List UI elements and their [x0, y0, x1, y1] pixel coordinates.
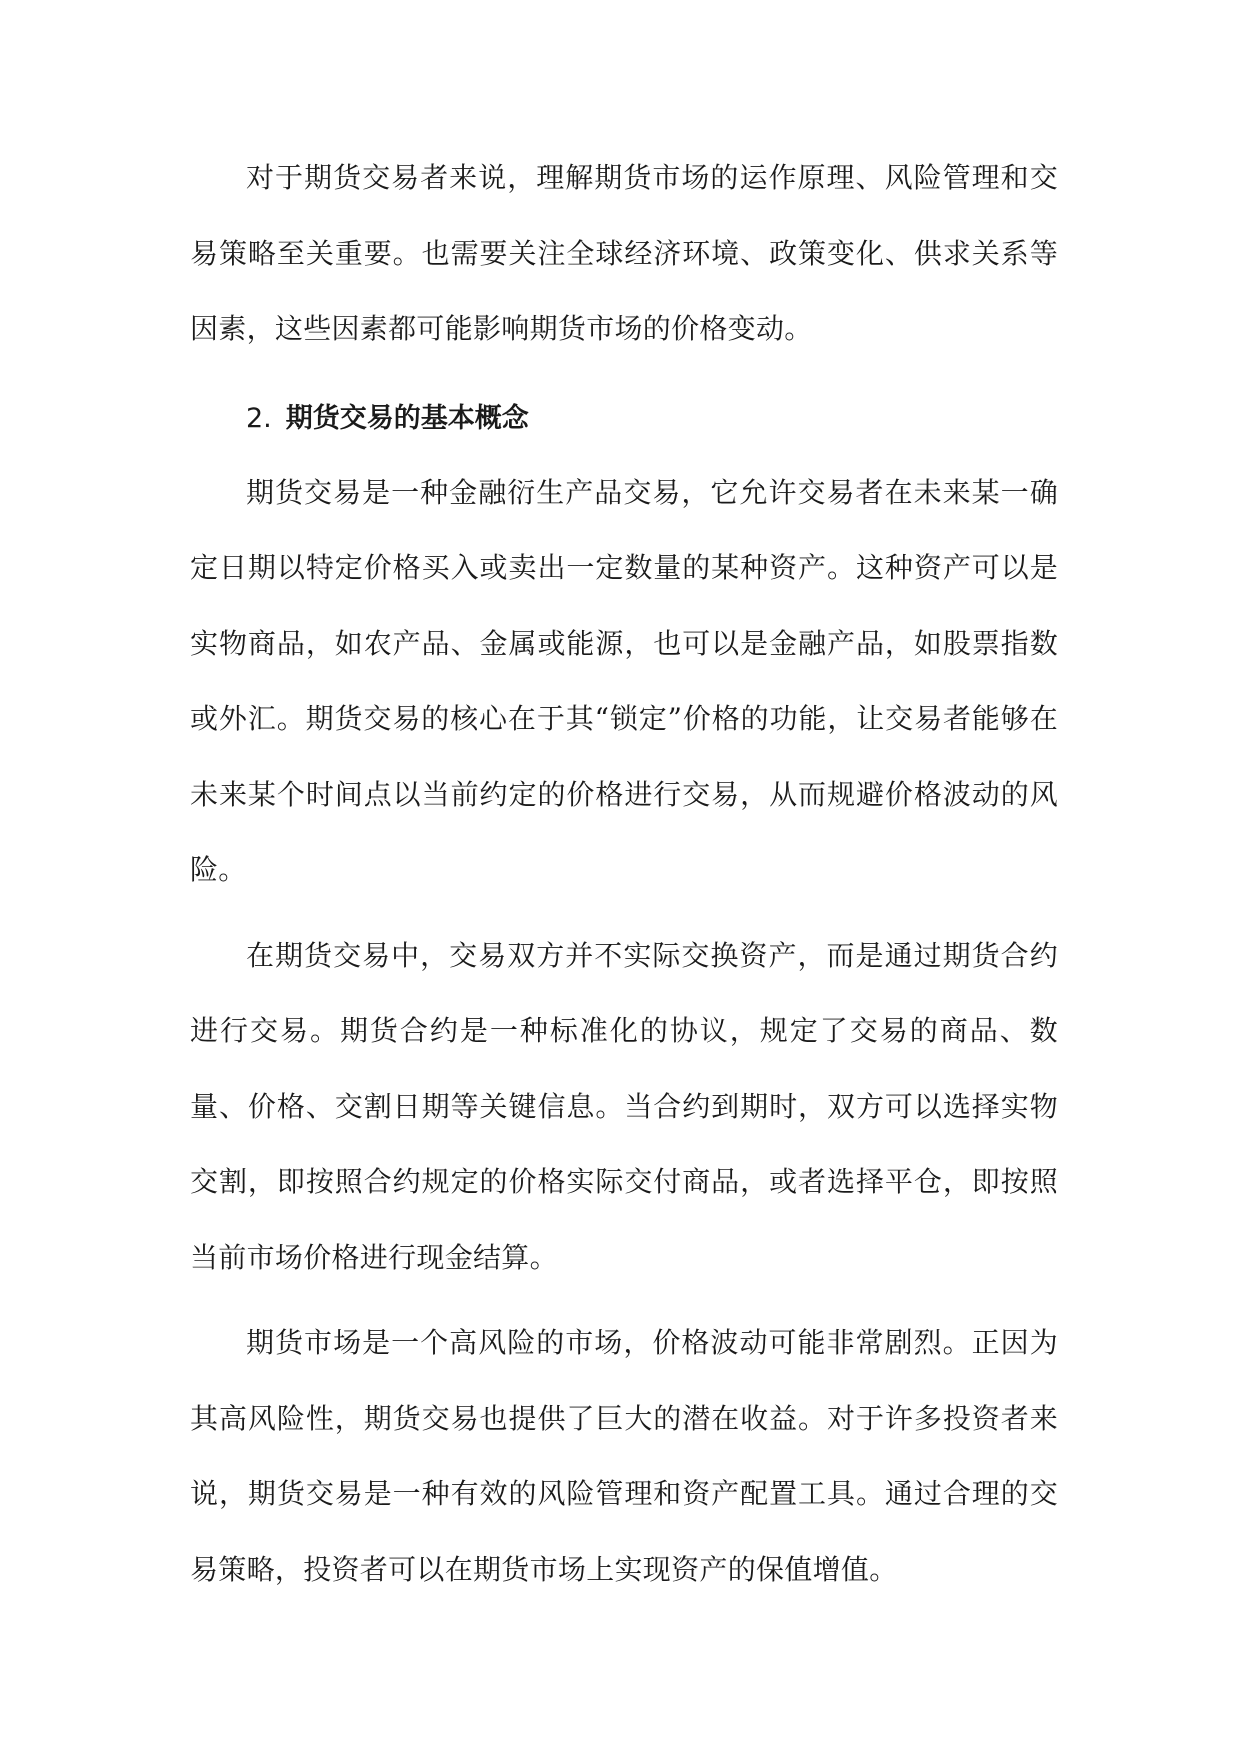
document-body	[190, 140, 1058, 1607]
section-heading	[190, 383, 1058, 455]
body-paragraph-1: 期货交易是一种金融衍生产品交易，它允许交易者在未来某一确定日期以特定价格买入或卖出一定数量的某种资产。这种资产可以是实物商品，如农产品、金属或能源，也可以是金融产品，如股票指数或外汇。期货交易的核心在于其“锁定”价格的功能，让交易者能够在未来某个时间点以当前约定的价格进行交易，从而规避价格波动的风险。	[190, 475, 1058, 886]
intro-paragraph: 对于期货交易者来说，理解期货市场的运作原理、风险管理和交易策略至关重要。也需要关注全球经济环境、政策变化、供求关系等因素，这些因素都可能影响期货市场的价格变动。	[190, 161, 1058, 345]
section-number: 2.	[246, 402, 272, 434]
body-paragraph-3: 期货市场是一个高风险的市场，价格波动可能非常剧烈。正因为其高风险性，期货交易也提供了巨大的潜在收益。对于许多投资者来说，期货交易是一种有效的风险管理和资产配置工具。通过合理的交易策略，投资者可以在期货市场上实现资产的保值增值。	[190, 1326, 1058, 1586]
section-title: 期货交易的基本概念	[285, 402, 529, 434]
body-paragraph-2: 在期货交易中，交易双方并不实际交换资产，而是通过期货合约进行交易。期货合约是一种标准化的协议，规定了交易的商品、数量、价格、交割日期等关键信息。当合约到期时，双方可以选择实物交割，即按照合约规定的价格实际交付商品，或者选择平仓，即按照当前市场价格进行现金结算。	[190, 938, 1058, 1274]
